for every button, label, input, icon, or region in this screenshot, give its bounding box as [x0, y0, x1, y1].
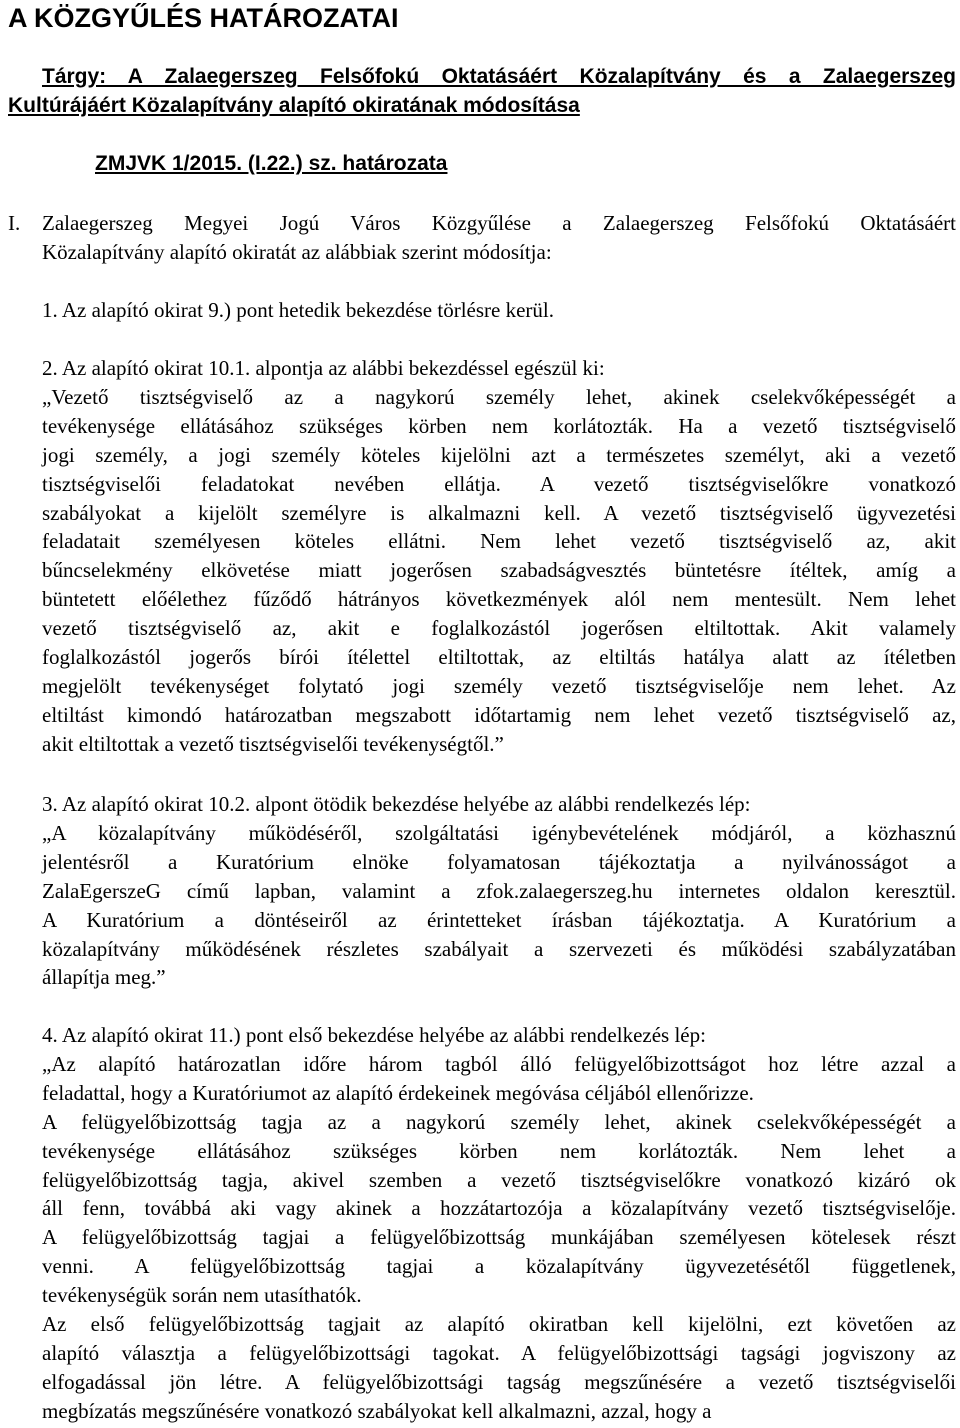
item-4-line-10: tevékenységük során nem utasíthatók.	[42, 1283, 362, 1308]
item-2-line-7: feladatait személyesen köteles ellátni. Nem lehet vezető tisztségviselő az, akit	[42, 529, 956, 554]
item-3-line-3: jelentésről a Kuratórium elnöke folyamatosan tájékoztatja a nyilvánosságot a	[42, 849, 956, 874]
item-2-line-12: megjelölt tevékenységet folytató jogi személy vezető tisztségviselője nem lehet. Az	[42, 673, 956, 698]
item-3-line-2: „A közalapítvány működéséről, szolgáltatási igénybevételének módjáról, a közhasznú	[42, 820, 956, 845]
item-2-line-14: akit eltiltottak a vezető tisztségviselői tevékenységtől.”	[42, 731, 504, 756]
item-2-line-10: vezető tisztségviselő az, akit e foglalkozástól jogerősen eltiltottak. Akit valamely	[42, 616, 956, 641]
item-4-line-2: „Az alapító határozatlan időre három tagból álló felügyelőbizottságot hoz létre azzal a	[42, 1051, 956, 1076]
section-intro-line-1: Zalaegerszeg Megyei Jogú Város Közgyűlése a Zalaegerszeg Felsőfokú Oktatásáért	[42, 211, 956, 235]
item-1-line-1: 1. Az alapító okirat 9.) pont hetedik bekezdése törlésre kerül.	[42, 298, 554, 322]
item-2-line-6: szabályokat a kijelölt személyre is alkalmazni kell. A vezető tisztségviselő ügyvezetési	[42, 500, 956, 525]
item-3-line-5: A Kuratórium a döntéseiről az érintetteket írásban tájékoztatja. A Kuratórium a	[42, 907, 956, 932]
item-2-line-1: 2. Az alapító okirat 10.1. alpontja az alábbi bekezdéssel egészül ki:	[42, 356, 605, 380]
item-2-line-9: büntetett előélethez fűződő hátrányos következmények alól nem mentesült. Nem lehet	[42, 587, 956, 612]
item-4-line-6: felügyelőbizottság tagja, akivel szemben a vezető tisztségviselőkre vonatkozó kizáró ok	[42, 1167, 956, 1192]
section-intro-line-2: Közalapítvány alapító okiratát az alábbiak szerint módosítja:	[42, 240, 552, 264]
item-4-line-9: venni. A felügyelőbizottság tagjai a közalapítvány ügyvezetésétől függetlenek,	[42, 1254, 956, 1279]
item-4-line-13: elfogadással jön létre. A felügyelőbizottsági tagság megszűnésére a vezető tisztségviselői	[42, 1369, 956, 1394]
item-4-line-7: áll fenn, továbbá aki vagy akinek a hozzátartozója a közalapítvány vezető tisztségviselője.	[42, 1196, 956, 1221]
item-2-line-5: tisztségviselői feladatokat nevében ellátja. A vezető tisztségviselőkre vonatkozó	[42, 471, 956, 496]
item-3-line-7: állapítja meg.”	[42, 965, 166, 990]
item-2-line-3: tevékenysége ellátásához szükséges körben nem korlátozták. Ha a vezető tisztségviselő	[42, 413, 956, 438]
page-title: A KÖZGYŰLÉS HATÁROZATAI	[8, 3, 399, 33]
subject-line-1: Tárgy: A Zalaegerszeg Felsőfokú Oktatásáért Közalapítvány és a Zalaegerszeg	[42, 65, 956, 88]
item-3-line-1: 3. Az alapító okirat 10.2. alpont ötödik bekezdése helyébe az alábbi rendelkezés lép:	[42, 792, 751, 816]
item-4-line-5: tevékenysége ellátásához szükséges körben nem korlátozták. Nem lehet a	[42, 1138, 956, 1163]
item-2-line-4: jogi személy, a jogi személy köteles kijelölni azt a természetes személyt, aki a vezető	[42, 442, 956, 467]
item-2-line-8: bűncselekmény elkövetése miatt jogerősen szabadságvesztés büntetésre ítéltek, amíg a	[42, 558, 956, 583]
item-2-line-2: „Vezető tisztségviselő az a nagykorú személy lehet, akinek cselekvőképességét a	[42, 384, 956, 409]
item-4-line-8: A felügyelőbizottság tagjai a felügyelőbizottság munkájában személyesen kötelesek részt	[42, 1225, 956, 1250]
item-3-line-4: ZalaEgerszeG című lapban, valamint a zfok.zalaegerszeg.hu internetes oldalon keresztül.	[42, 878, 956, 903]
resolution-number: ZMJVK 1/2015. (I.22.) sz. határozata	[95, 152, 448, 175]
item-2-line-11: foglalkozástól jogerős bírói ítélettel eltiltottak, az eltiltás hatálya alatt az ítéletben	[42, 645, 956, 669]
item-4-line-1: 4. Az alapító okirat 11.) pont első bekezdése helyébe az alábbi rendelkezés lép:	[42, 1023, 706, 1047]
item-3-line-6: közalapítvány működésének részletes szabályait a szervezeti és működési szabályzatában	[42, 936, 956, 961]
item-4-line-14: megbízatás megszűnésére vonatkozó szabályokat kell alkalmazni, azzal, hogy a	[42, 1398, 712, 1423]
item-2-line-13: eltiltást kimondó határozatban megszabott időtartamig nem lehet vezető tisztségviselő az,	[42, 702, 956, 727]
item-4-line-12: alapító választja a felügyelőbizottsági tagokat. A felügyelőbizottsági tagsági jogviszony az	[42, 1340, 956, 1365]
item-4-line-4: A felügyelőbizottság tagja az a nagykorú személy lehet, akinek cselekvőképességét a	[42, 1109, 956, 1134]
section-label: I.	[8, 211, 21, 235]
subject-line-2: Kultúrájáért Közalapítvány alapító okiratának módosítása	[8, 94, 580, 117]
item-4-line-11: Az első felügyelőbizottság tagjait az alapító okiratban kell kijelölni, ezt követően az	[42, 1312, 956, 1336]
item-4-line-3: feladattal, hogy a Kuratóriumot az alapító érdekeinek megóvása céljából ellenőrizze.	[42, 1080, 754, 1105]
